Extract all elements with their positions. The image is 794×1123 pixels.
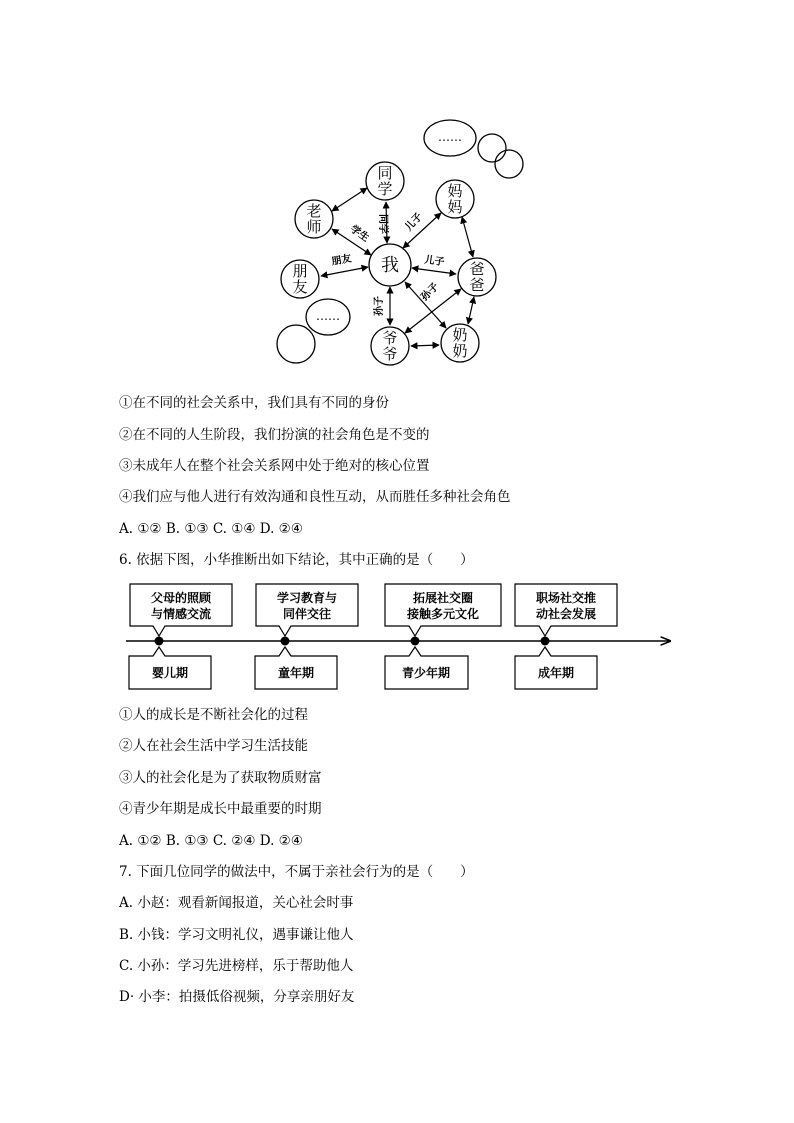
top-box-2-line-2: 同伴交往	[282, 607, 332, 621]
q7-option-d: D· 小李：拍摄低俗视频，分享亲朋好友	[119, 989, 355, 1005]
node-yeye-label-2: 爷	[382, 345, 398, 363]
top-box-3-line-1: 拓展社交圈	[412, 591, 474, 605]
q7-option-b: B. 小钱：学习文明礼仪，遇事谦让他人	[119, 927, 354, 943]
edge-label-sunzi-yeye: 孙子	[374, 296, 385, 316]
q5-option-4: ④我们应与他人进行有效沟通和良性互动，从而胜任多种社会角色	[119, 489, 511, 505]
timeline-dot-1	[155, 637, 164, 646]
q6-option-3: ③人的社会化是为了获取物质财富	[119, 770, 322, 786]
ellipsis-left-label: ……	[316, 309, 340, 323]
top-box-2-line-1: 学习教育与	[276, 591, 338, 605]
node-baba-label-2: 爸	[469, 276, 485, 294]
edge-yeye-nainai	[411, 345, 439, 346]
node-laoshi-label-1: 老	[306, 202, 322, 220]
empty-circle-top-1	[478, 134, 506, 162]
edge-wo-pengyou	[321, 267, 368, 276]
edge-nainai-baba	[468, 297, 474, 324]
edge-label-erzi-mama: 儿子	[403, 211, 425, 234]
node-mama-label-1: 妈	[447, 182, 463, 200]
edge-wo-baba	[412, 268, 456, 274]
top-box-1-line-1: 父母的照顾	[150, 591, 212, 605]
node-wo-label: 我	[381, 255, 399, 276]
edge-label-tongxue: 同学	[377, 214, 388, 234]
node-tongxue-label-1: 同	[377, 164, 393, 182]
q7-option-a: A. 小赵：观看新闻报道，关心社会时事	[119, 895, 354, 911]
stage-label-4: 成年期	[537, 666, 575, 680]
node-tongxue-label-2: 学	[377, 180, 393, 198]
top-box-4-line-1: 职场社交推	[535, 591, 597, 605]
q6-option-2: ②人在社会生活中学习生活技能	[119, 738, 308, 754]
q5-option-2: ②在不同的人生阶段，我们扮演的社会角色是不变的	[119, 427, 430, 443]
timeline-dot-4	[541, 637, 550, 646]
timeline-dot-3	[411, 637, 420, 646]
edge-label-xuesheng: 学生	[348, 223, 371, 245]
q5-choices: A. ①② B. ①③ C. ①④ D. ②④	[119, 521, 303, 537]
q6-stem: 6. 依据下图，小华推断出如下结论，其中正确的是（ ）	[119, 552, 474, 568]
edge-label-sunzi-nainai: 孙子	[419, 281, 442, 304]
top-box-3-line-2: 接触多元文化	[406, 607, 480, 621]
edge-label-pengyou: 朋友	[330, 253, 353, 268]
q6-option-1: ①人的成长是不断社会化的过程	[119, 707, 308, 723]
stage-label-1: 婴儿期	[151, 666, 189, 680]
q6-choices: A. ①② B. ①③ C. ②④ D. ②④	[119, 833, 303, 849]
node-mama-label-2: 妈	[447, 198, 463, 216]
node-baba-label-1: 爸	[469, 260, 485, 278]
node-nainai-label-2: 奶	[452, 342, 468, 360]
edge-label-erzi-baba: 儿子	[423, 254, 446, 269]
stage-label-2: 童年期	[277, 666, 315, 680]
stage-label-3: 青少年期	[401, 666, 451, 680]
node-yeye-label-1: 爷	[382, 329, 398, 347]
empty-circle-left	[277, 325, 315, 363]
node-nainai-label-1: 奶	[452, 326, 468, 344]
node-pengyou-label-1: 朋	[292, 262, 308, 280]
node-laoshi-label-2: 师	[306, 218, 322, 236]
q5-option-1: ①在不同的社会关系中，我们具有不同的身份	[119, 395, 389, 411]
q7-option-c: C. 小孙：学习先进榜样，乐于帮助他人	[119, 958, 354, 974]
node-pengyou-label-2: 友	[292, 278, 308, 296]
timeline-dot-2	[281, 637, 290, 646]
ellipsis-top-label: ……	[438, 130, 462, 144]
top-box-4-line-2: 动社会发展	[535, 607, 597, 621]
q5-option-3: ③未成年人在整个社会关系网中处于绝对的核心位置	[119, 458, 430, 474]
q7-stem: 7. 下面几位同学的做法中，不属于亲社会行为的是（ ）	[119, 864, 474, 880]
empty-circle-top-2	[495, 150, 523, 178]
top-box-1-line-2: 与情感交流	[150, 607, 212, 621]
q6-option-4: ④青少年期是成长中最重要的时期	[119, 801, 322, 817]
growth-timeline	[118, 578, 678, 698]
edge-tongxue-laoshi	[332, 188, 367, 211]
edge-mama-baba	[462, 217, 473, 257]
relationship-diagram	[270, 112, 540, 374]
